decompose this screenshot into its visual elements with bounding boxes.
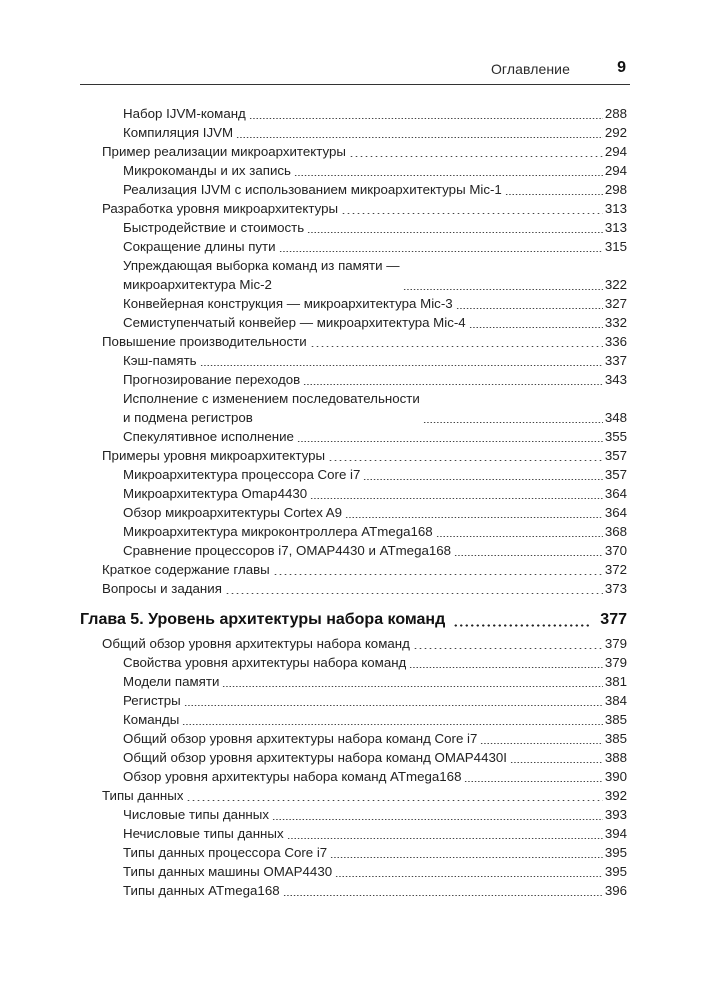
dot-leader bbox=[453, 624, 592, 627]
toc-entry-title: Глава 5. Уровень архитектуры набора команд bbox=[80, 611, 446, 628]
toc-entry-title: Микроархитектура Omap4430 bbox=[123, 486, 308, 501]
toc-entry-title: Разработка уровня микроархитектуры bbox=[102, 201, 339, 216]
toc-entry-page-number: 364 bbox=[604, 486, 627, 501]
dot-leader bbox=[236, 137, 603, 138]
running-title: Оглавление bbox=[490, 61, 570, 77]
dot-leader bbox=[279, 251, 603, 252]
toc-entry bbox=[80, 199, 627, 218]
toc-entry-title: Типы данных машины OMAP4430 bbox=[123, 864, 333, 879]
dot-leader bbox=[403, 289, 603, 290]
toc-entry-page-number: 292 bbox=[604, 125, 627, 140]
toc-entry bbox=[80, 691, 627, 710]
toc-entry bbox=[80, 522, 627, 541]
toc-entry-title: Краткое содержание главы bbox=[102, 562, 270, 577]
toc-entry-title: Прогнозирование переходов bbox=[123, 372, 301, 387]
toc-entry-page-number: 384 bbox=[604, 693, 627, 708]
dot-leader bbox=[330, 857, 603, 858]
toc-entry bbox=[80, 786, 627, 805]
toc-entry bbox=[80, 370, 627, 389]
toc-entry bbox=[80, 672, 627, 691]
toc-entry bbox=[80, 351, 627, 370]
toc-entry-title: Микроархитектура микроконтроллера ATmega168 bbox=[123, 524, 433, 539]
toc-entry bbox=[80, 843, 627, 862]
dot-leader bbox=[328, 460, 603, 461]
dot-leader bbox=[222, 686, 602, 687]
toc-entry bbox=[80, 465, 627, 484]
toc-chapter-entry bbox=[80, 608, 627, 632]
toc-entry-page-number: 322 bbox=[604, 277, 627, 292]
toc-entry-page-number: 388 bbox=[604, 750, 627, 765]
toc-entry-page-number: 381 bbox=[604, 674, 627, 689]
dot-leader bbox=[307, 232, 603, 233]
dot-leader bbox=[200, 365, 603, 366]
toc-entry-title: Команды bbox=[123, 712, 180, 727]
toc-entry-page-number: 336 bbox=[604, 334, 627, 349]
toc-entry bbox=[80, 313, 627, 332]
dot-leader bbox=[283, 895, 603, 896]
toc-entry bbox=[80, 484, 627, 503]
dot-leader bbox=[310, 346, 603, 347]
toc-entry-title: Набор IJVM-команд bbox=[123, 106, 246, 121]
toc-entry-page-number: 395 bbox=[604, 845, 627, 860]
toc-entry-title: Микроархитектура процессора Core i7 bbox=[123, 467, 361, 482]
dot-leader bbox=[413, 648, 603, 649]
toc-entry bbox=[80, 161, 627, 180]
toc-entry bbox=[80, 767, 627, 786]
table-of-contents bbox=[80, 104, 627, 900]
toc-entry bbox=[80, 805, 627, 824]
toc-entry-page-number: 315 bbox=[604, 239, 627, 254]
dot-leader bbox=[297, 441, 603, 442]
toc-entry bbox=[80, 332, 627, 351]
toc-entry-title: Типы данных процессора Core i7 bbox=[123, 845, 328, 860]
toc-entry-title: Свойства уровня архитектуры набора команд bbox=[123, 655, 407, 670]
toc-entry-title: Типы данных bbox=[102, 788, 184, 803]
toc-entry-title: Модели памяти bbox=[123, 674, 220, 689]
toc-entry-page-number: 364 bbox=[604, 505, 627, 520]
dot-leader bbox=[505, 194, 603, 195]
toc-entry bbox=[80, 560, 627, 579]
toc-entry-title: Общий обзор уровня архитектуры набора команд bbox=[102, 636, 410, 651]
toc-entry-page-number: 379 bbox=[604, 636, 627, 651]
toc-entry-title: Сокращение длины пути bbox=[123, 239, 276, 254]
toc-entry-page-number: 368 bbox=[604, 524, 627, 539]
toc-entry-page-number: 337 bbox=[604, 353, 627, 368]
toc-entry-page-number: 377 bbox=[600, 611, 627, 628]
toc-entry-page-number: 327 bbox=[604, 296, 627, 311]
dot-leader bbox=[294, 175, 603, 176]
toc-entry-title: Числовые типы данных bbox=[123, 807, 269, 822]
toc-entry-page-number: 394 bbox=[604, 826, 627, 841]
toc-entry-title: Конвейерная конструкция — микроархитектура Mic-3 bbox=[123, 296, 453, 311]
toc-entry bbox=[80, 862, 627, 881]
toc-entry-page-number: 395 bbox=[604, 864, 627, 879]
toc-entry-title: Обзор микроархитектуры Cortex A9 bbox=[123, 505, 343, 520]
toc-entry-page-number: 313 bbox=[604, 220, 627, 235]
dot-leader bbox=[182, 724, 602, 725]
toc-entry-page-number: 294 bbox=[604, 163, 627, 178]
page-number: 9 bbox=[617, 59, 626, 76]
toc-entry-title: Компиляция IJVM bbox=[123, 125, 234, 140]
toc-entry bbox=[80, 710, 627, 729]
toc-entry bbox=[80, 123, 627, 142]
toc-entry-title: Пример реализации микроархитектуры bbox=[102, 144, 346, 159]
dot-leader bbox=[184, 705, 603, 706]
dot-leader bbox=[335, 876, 603, 877]
dot-leader bbox=[480, 743, 602, 744]
toc-entry-title: Нечисловые типы данных bbox=[123, 826, 284, 841]
toc-entry-title: Общий обзор уровня архитектуры набора команд Core i7 bbox=[123, 731, 478, 746]
toc-entry-title: Кэш-память bbox=[123, 353, 197, 368]
toc-entry-page-number: 370 bbox=[604, 543, 627, 558]
dot-leader bbox=[349, 156, 603, 157]
dot-leader bbox=[272, 819, 603, 820]
toc-entry bbox=[80, 653, 627, 672]
toc-entry-title: Общий обзор уровня архитектуры набора команд OMAP4430I bbox=[123, 750, 507, 765]
dot-leader bbox=[464, 781, 602, 782]
toc-entry bbox=[80, 142, 627, 161]
toc-entry-title: Быстродействие и стоимость bbox=[123, 220, 305, 235]
toc-entry-page-number: 385 bbox=[604, 731, 627, 746]
toc-entry-title: Исполнение с изменением последовательности и подмена регистров bbox=[123, 391, 420, 425]
toc-entry bbox=[80, 389, 627, 427]
toc-entry-page-number: 396 bbox=[604, 883, 627, 898]
toc-entry bbox=[80, 256, 627, 294]
toc-entry-title: Вопросы и задания bbox=[102, 581, 222, 596]
toc-entry-page-number: 393 bbox=[604, 807, 627, 822]
toc-entry-title: Сравнение процессоров i7, OMAP4430 и ATmega168 bbox=[123, 543, 452, 558]
toc-entry bbox=[80, 427, 627, 446]
dot-leader bbox=[510, 762, 603, 763]
dot-leader bbox=[363, 479, 602, 480]
toc-entry-title: Реализация IJVM с использованием микроархитектуры Mic-1 bbox=[123, 182, 502, 197]
toc-entry-page-number: 294 bbox=[604, 144, 627, 159]
toc-entry-page-number: 385 bbox=[604, 712, 627, 727]
dot-leader bbox=[469, 327, 603, 328]
toc-entry-page-number: 298 bbox=[604, 182, 627, 197]
toc-entry-page-number: 392 bbox=[604, 788, 627, 803]
toc-entry-title: Спекулятивное исполнение bbox=[123, 429, 294, 444]
dot-leader bbox=[303, 384, 603, 385]
dot-leader bbox=[186, 800, 602, 801]
toc-entry-page-number: 313 bbox=[604, 201, 627, 216]
toc-entry-page-number: 288 bbox=[604, 106, 627, 121]
dot-leader bbox=[345, 517, 603, 518]
dot-leader bbox=[341, 213, 603, 214]
header-rule bbox=[80, 84, 630, 85]
dot-leader bbox=[423, 422, 603, 423]
toc-entry-page-number: 357 bbox=[604, 467, 627, 482]
toc-entry bbox=[80, 634, 627, 653]
toc-entry bbox=[80, 180, 627, 199]
toc-entry bbox=[80, 237, 627, 256]
toc-entry-page-number: 348 bbox=[604, 410, 627, 425]
dot-leader bbox=[456, 308, 603, 309]
toc-entry bbox=[80, 446, 627, 465]
toc-entry bbox=[80, 579, 627, 598]
toc-entry bbox=[80, 748, 627, 767]
toc-entry-page-number: 355 bbox=[604, 429, 627, 444]
toc-entry-title: Микрокоманды и их запись bbox=[123, 163, 291, 178]
toc-entry bbox=[80, 294, 627, 313]
toc-entry bbox=[80, 824, 627, 843]
dot-leader bbox=[436, 536, 603, 537]
dot-leader bbox=[454, 555, 603, 556]
dot-leader bbox=[409, 667, 603, 668]
toc-entry-page-number: 357 bbox=[604, 448, 627, 463]
dot-leader bbox=[310, 498, 603, 499]
dot-leader bbox=[225, 593, 603, 594]
toc-entry-page-number: 379 bbox=[604, 655, 627, 670]
dot-leader bbox=[273, 574, 603, 575]
toc-entry-title: Примеры уровня микроархитектуры bbox=[102, 448, 326, 463]
toc-entry bbox=[80, 729, 627, 748]
toc-entry bbox=[80, 881, 627, 900]
toc-entry-title: Семиступенчатый конвейер — микроархитектура Mic-4 bbox=[123, 315, 466, 330]
toc-entry bbox=[80, 218, 627, 237]
toc-entry bbox=[80, 503, 627, 522]
dot-leader bbox=[249, 118, 603, 119]
toc-entry-page-number: 332 bbox=[604, 315, 627, 330]
dot-leader bbox=[287, 838, 603, 839]
toc-entry-page-number: 372 bbox=[604, 562, 627, 577]
toc-entry-page-number: 343 bbox=[604, 372, 627, 387]
toc-entry-title: Обзор уровня архитектуры набора команд ATmega168 bbox=[123, 769, 462, 784]
toc-entry-title: Регистры bbox=[123, 693, 181, 708]
toc-entry-title: Повышение производительности bbox=[102, 334, 307, 349]
running-header bbox=[80, 60, 630, 82]
toc-entry-title: Упреждающая выборка команд из памяти — микроархитектура Mic-2 bbox=[123, 258, 400, 292]
toc-entry bbox=[80, 541, 627, 560]
toc-entry-page-number: 373 bbox=[604, 581, 627, 596]
toc-entry bbox=[80, 104, 627, 123]
toc-entry-page-number: 390 bbox=[604, 769, 627, 784]
toc-entry-title: Типы данных ATmega168 bbox=[123, 883, 280, 898]
